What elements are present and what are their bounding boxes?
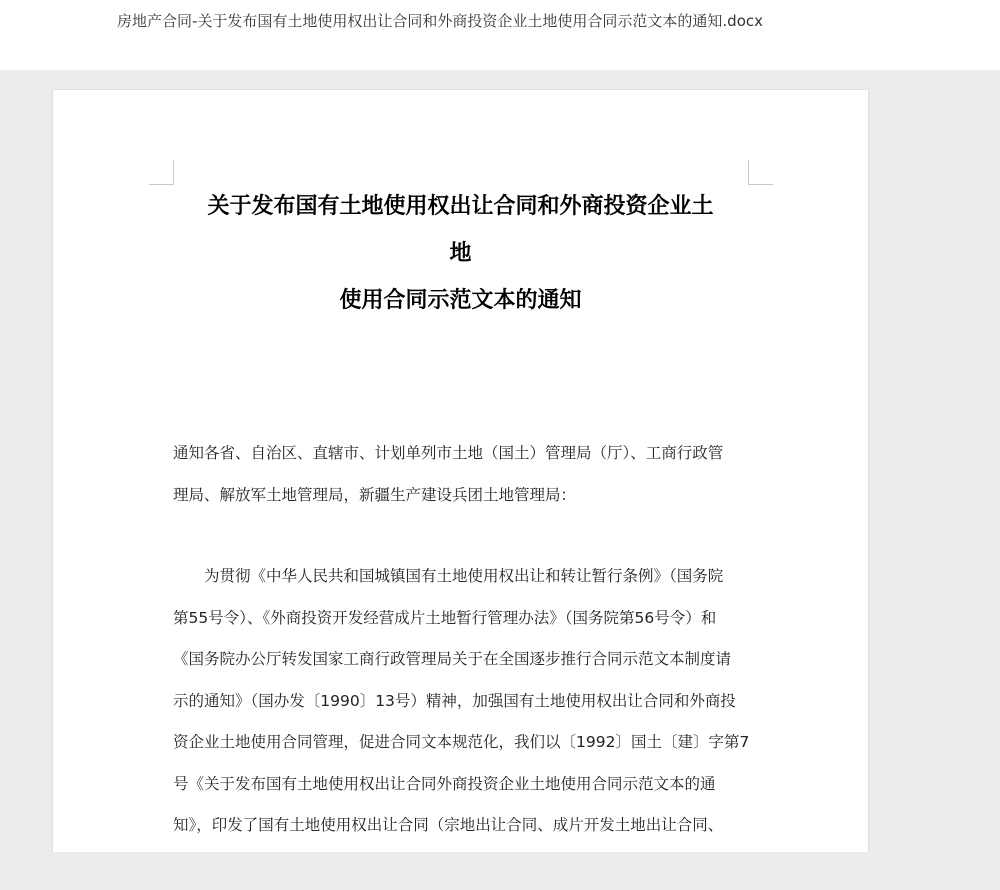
document-page bbox=[53, 90, 868, 890]
text-line: 号《关于发布国有土地使用权出让合同外商投资企业土地使用合同示范文本的通 bbox=[173, 774, 716, 793]
document-title bbox=[173, 183, 748, 324]
crop-mark-top-right bbox=[748, 160, 773, 185]
text-line: 示的通知》（国办发〔1990〕13号）精神，加强国有土地使用权出让合同和外商投 bbox=[173, 691, 736, 710]
title-line: 关于发布国有土地使用权出让合同和外商投资企业土 bbox=[207, 194, 714, 219]
title-bar bbox=[0, 0, 1000, 70]
text-line: 《国务院办公厅转发国家工商行政管理局关于在全国逐步推行合同示范文本制度请 bbox=[173, 650, 732, 668]
crop-mark-top-left bbox=[149, 160, 174, 185]
bottom-bar bbox=[0, 852, 1000, 890]
body-paragraph bbox=[173, 564, 751, 855]
text-line: 资企业土地使用合同管理，促进合同文本规范化，我们以〔1992〕国土〔建〕字第7 bbox=[173, 733, 750, 751]
text-line: 知》，印发了国有土地使用权出让合同（宗地出让合同、成片开发土地出让合同、 bbox=[173, 816, 724, 834]
addressee-paragraph bbox=[173, 441, 751, 524]
title-line: 地 bbox=[449, 241, 472, 266]
text-line: 为贯彻《中华人民共和国城镇国有土地使用权出让和转让暂行条例》（国务院 bbox=[204, 567, 724, 585]
text-line: 理局、解放军土地管理局，新疆生产建设兵团土地管理局： bbox=[173, 485, 577, 504]
title-line: 使用合同示范文本的通知 bbox=[339, 288, 582, 313]
text-line: 第55号令）、《外商投资开发经营成片土地暂行管理办法》（国务院第56号令）和 bbox=[173, 608, 717, 627]
text-line: 通知各省、自治区、直辖市、计划单列市土地（国土）管理局（厅）、工商行政管 bbox=[173, 444, 724, 462]
document-filename: 房地产合同-关于发布国有土地使用权出让合同和外商投资企业土地使用合同示范文本的通知.docx bbox=[117, 12, 764, 30]
